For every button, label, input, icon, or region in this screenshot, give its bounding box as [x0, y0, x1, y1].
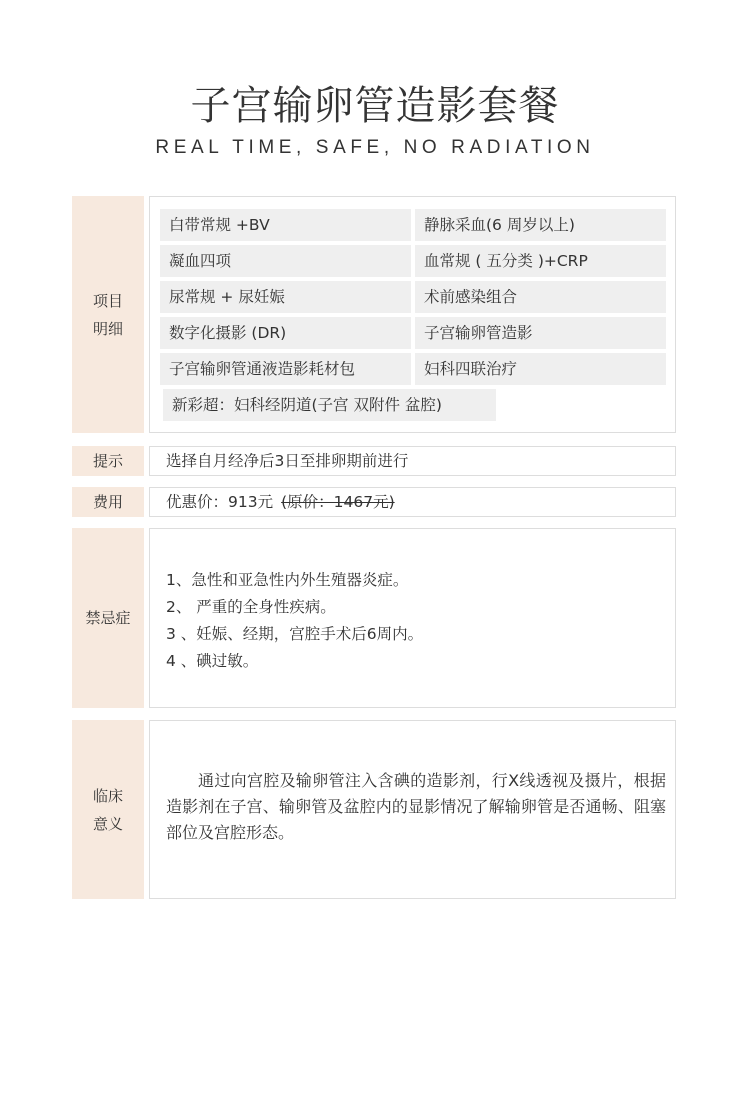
fee-label: 费用	[72, 487, 144, 517]
items-label	[72, 196, 144, 433]
clinical-label	[72, 720, 144, 899]
item-cell: 血常规 ( 五分类 )+CRP	[415, 245, 666, 277]
clinical-label-line1: 临床	[92, 786, 123, 805]
fee-price: 优惠价：913元	[166, 493, 274, 511]
items-label-line1: 项目	[92, 291, 123, 310]
contraindication-item: 2、 严重的全身性疾病。	[166, 598, 336, 616]
item-cell: 子宫输卵管通液造影耗材包	[160, 353, 411, 385]
item-cell: 凝血四项	[160, 245, 411, 277]
items-section	[72, 196, 676, 433]
contraindications-box	[149, 528, 676, 708]
fee-line	[166, 488, 395, 516]
contraindication-item: 1、急性和亚急性内外生殖器炎症。	[166, 571, 409, 589]
item-cell: 静脉采血(6 周岁以上)	[415, 209, 666, 241]
tip-label: 提示	[72, 446, 144, 476]
tip-text: 选择自月经净后3日至排卵期前进行	[166, 452, 409, 470]
clinical-section	[72, 720, 676, 899]
items-box	[149, 196, 676, 433]
contraindications-section	[72, 528, 676, 708]
item-cell: 子宫输卵管造影	[415, 317, 666, 349]
clinical-label-line2: 意义	[92, 814, 123, 833]
tip-section	[72, 446, 676, 476]
tip-box	[149, 446, 676, 476]
page-title: 子宫输卵管造影套餐	[190, 83, 560, 129]
clinical-text: 通过向宫腔及输卵管注入含碘的造影剂，行X线透视及摄片，根据造影剂在子宫、输卵管及盆腔内的显影情况了解输卵管是否通畅、阻塞部位及宫腔形态。	[166, 771, 666, 842]
clinical-box	[149, 720, 676, 899]
item-cell: 数字化摄影 (DR)	[160, 317, 411, 349]
item-cell: 白带常规 +BV	[160, 209, 411, 241]
item-cell: 妇科四联治疗	[415, 353, 666, 385]
contraindications-label: 禁忌症	[72, 528, 144, 708]
contraindications-list	[166, 567, 423, 675]
item-cell: 术前感染组合	[415, 281, 666, 313]
contraindication-item: 4 、碘过敏。	[166, 652, 259, 670]
fee-original-price: (原价：1467元)	[281, 493, 395, 511]
items-label-line2: 明细	[92, 319, 123, 338]
fee-section	[72, 487, 676, 517]
item-cell: 尿常规 + 尿妊娠	[160, 281, 411, 313]
contraindication-item: 3 、妊娠、经期，宫腔手术后6周内。	[166, 625, 424, 643]
item-cell-wide: 新彩超：妇科经阴道(子宫 双附件 盆腔)	[163, 389, 496, 421]
page-subtitle: REAL TIME, SAFE, NO RADIATION	[155, 137, 595, 158]
fee-box	[149, 487, 676, 517]
